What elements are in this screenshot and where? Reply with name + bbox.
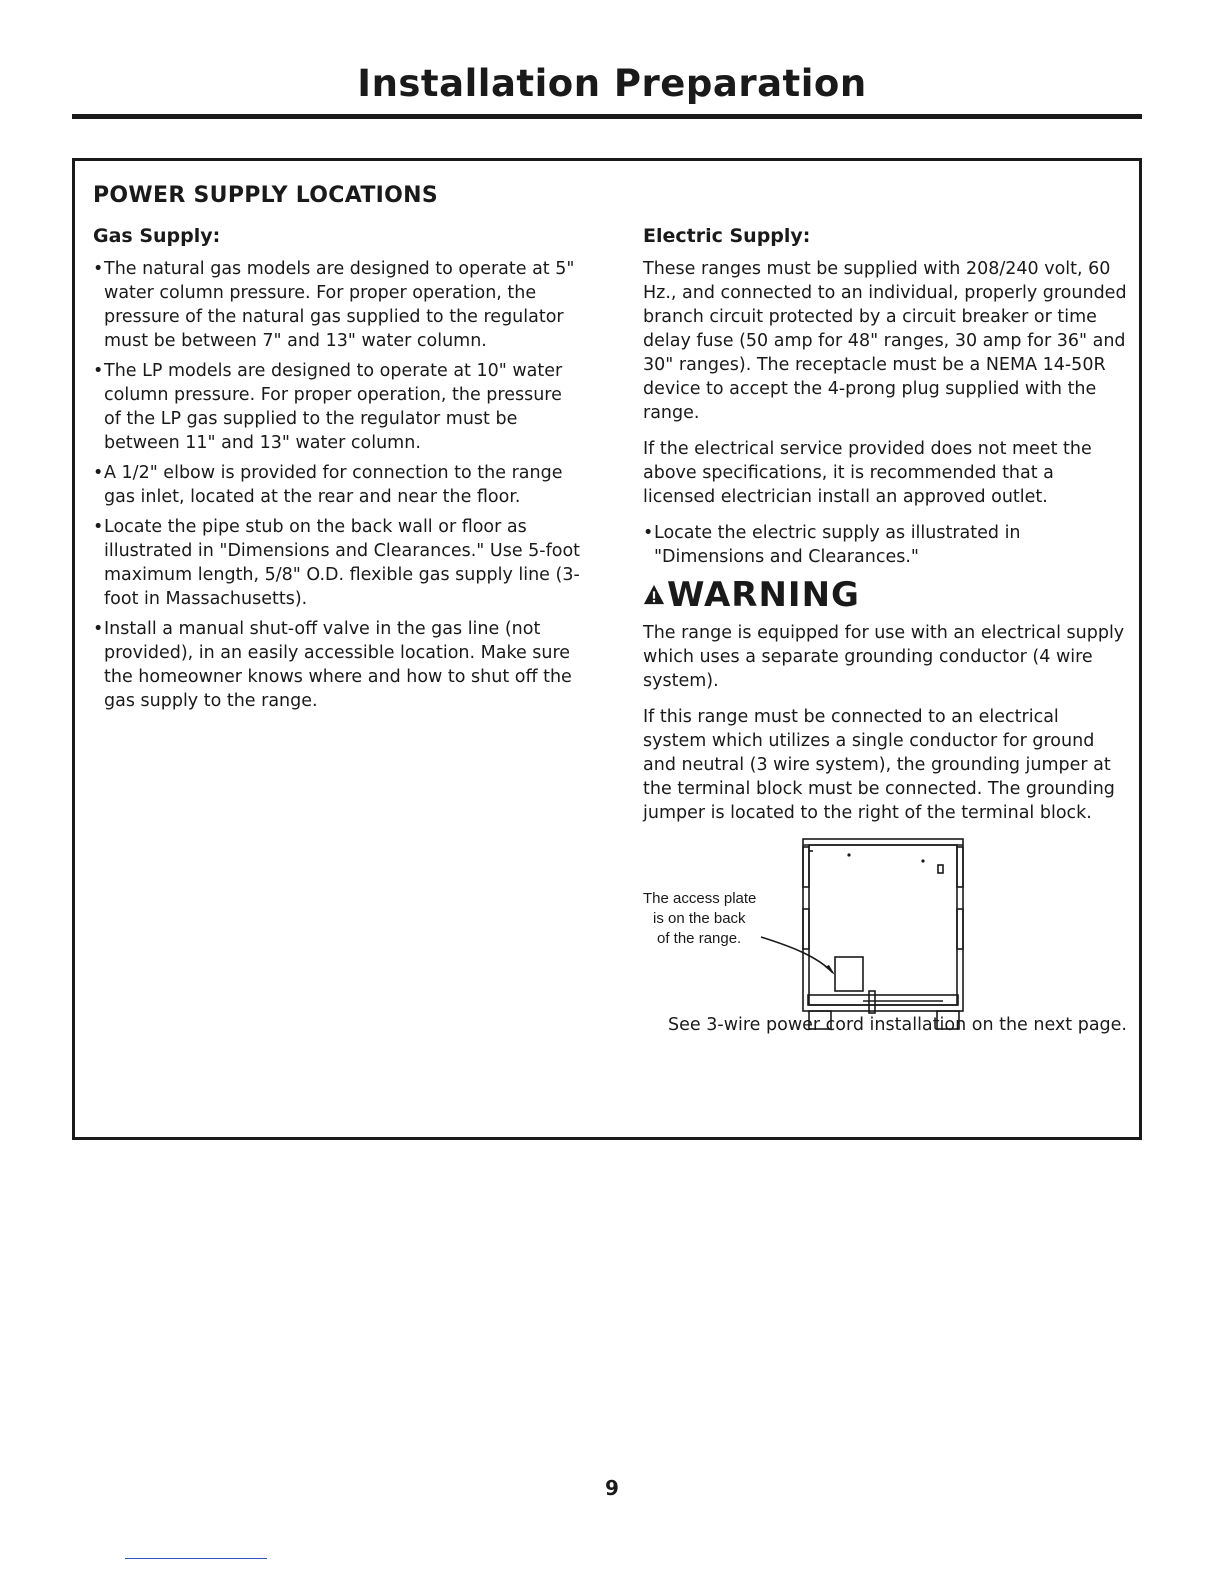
power-supply-box [72, 158, 1142, 1140]
warning-label: WARNING [667, 575, 860, 615]
list-item: • The LP models are designed to operate at 10" water column pressure. For proper operation, the pressure of the LP gas supplied to the regulator must be between 11" and 13" water column. [93, 361, 563, 453]
list-item: • The natural gas models are designed to operate at 5" water column pressure. For proper operation, the pressure of the natural gas supplied to the regulator must be between 7" and 13" water column. [93, 259, 575, 351]
figure-note: See 3-wire power cord installation on the next page. [668, 1015, 1127, 1035]
list-item: • Locate the electric supply as illustrated in "Dimensions and Clearances." [643, 523, 1021, 567]
page-title: Installation Preparation [357, 62, 867, 105]
warning-para-1: The range is equipped for use with an electrical supply which uses a separate grounding conductor (4 wire system). [643, 623, 1125, 691]
warning-para-2: If this range must be connected to an electrical system which utilizes a single conductor for ground and neutral (3 wire system), the grounding jumper at the terminal block must be connected. The grounding jumper is located to the right of the terminal block. [643, 707, 1115, 823]
list-item: • Locate the pipe stub on the back wall or floor as illustrated in "Dimensions and Clearances." Use 5-foot maximum length, 5/8" O.D. flexible gas supply line (3-foot in Massachusetts). [93, 517, 581, 609]
footer-line [125, 1558, 267, 1559]
warning-triangle-icon [643, 584, 665, 606]
electric-para-2: If the electrical service provided does not meet the above specifications, it is recommended that a licensed electrician install an approved outlet. [643, 439, 1092, 507]
title-rule [72, 114, 1142, 119]
gas-supply-list [93, 257, 583, 713]
list-item: • Install a manual shut-off valve in the gas line (not provided), in an easily accessible location. Make sure the homeowner knows where and how to shut off the gas supply to the range. [93, 619, 572, 711]
gas-supply-heading: Gas Supply: [93, 225, 221, 247]
range-back-diagram [643, 837, 1127, 1037]
electric-para-1: These ranges must be supplied with 208/240 volt, 60 Hz., and connected to an individual, properly grounded branch circuit protected by a circuit breaker or time delay fuse (50 amp for 48" ranges, 30 amp for 36" and 30" ranges). The receptacle must be a NEMA 14-50R device to accept the 4-prong plug supplied with the range. [643, 259, 1127, 423]
electric-supply-column [643, 225, 1127, 1037]
gas-supply-column [93, 225, 583, 719]
warning-heading [643, 575, 1127, 615]
electric-list [643, 521, 1127, 569]
page-number: 9 [605, 1476, 619, 1500]
figure-caption: The access plate is on the back of the range. [643, 890, 757, 947]
list-item: • A 1/2" elbow is provided for connection to the range gas inlet, located at the rear and near the floor. [93, 463, 563, 507]
section-title: POWER SUPPLY LOCATIONS [93, 183, 439, 208]
access-plate-figure [643, 837, 1127, 1037]
electric-supply-heading: Electric Supply: [643, 225, 811, 247]
